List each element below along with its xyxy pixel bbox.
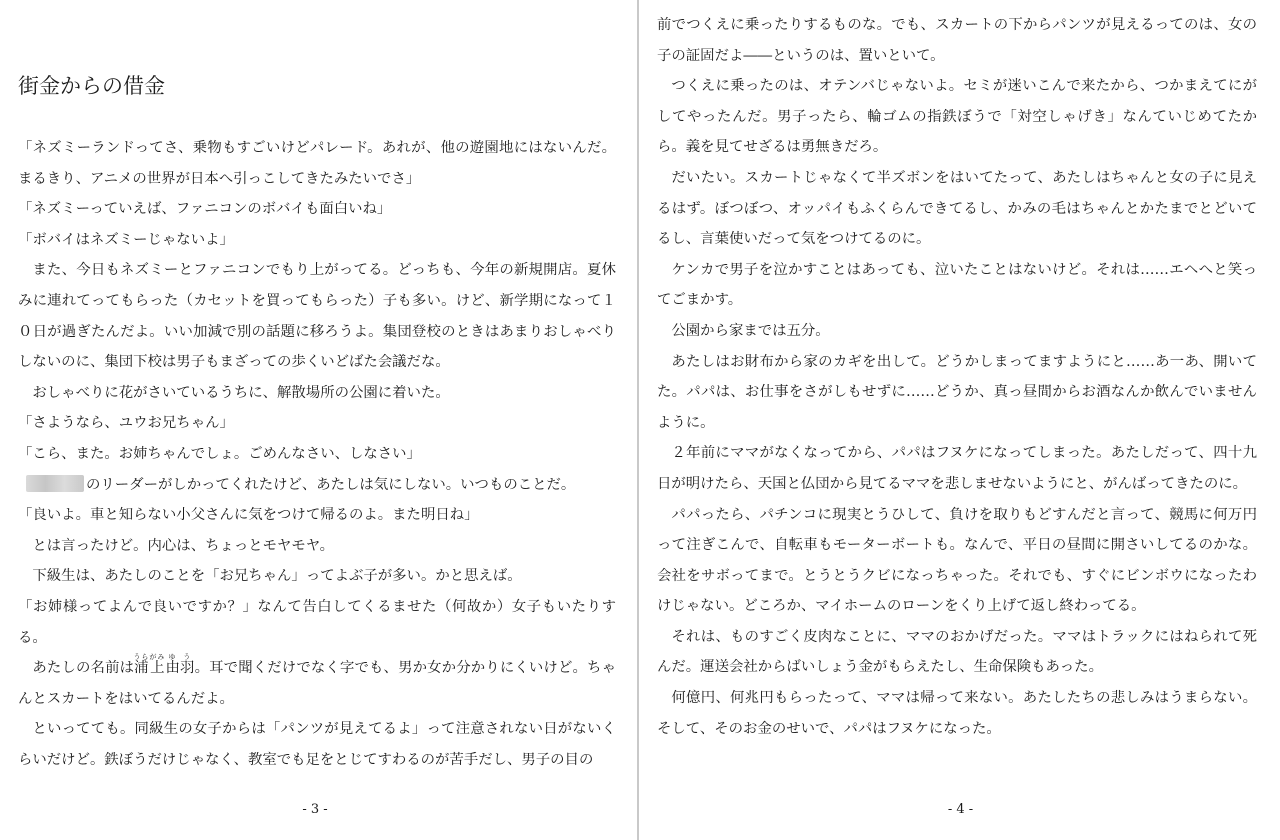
page-right-body bbox=[657, 10, 1257, 744]
paragraph: 「ネズミーランドってさ、乗物もすごいけどパレード。あれが、他の遊園地にはないんだ。まるきり、アニメの世界が日本へ引っこしてきたみたいでさ」 bbox=[18, 140, 616, 187]
paragraph: 「良いよ。車と知らない小父さんに気をつけて帰るのよ。また明日ね」 bbox=[18, 507, 479, 524]
paragraph-text: のリーダーがしかってくれたけど、あたしは気にしない。いつものことだ。 bbox=[86, 476, 576, 493]
paragraph: 「ネズミーっていえば、ファニコンのボバイも面白いね」 bbox=[18, 201, 392, 218]
page-number: - 3 - bbox=[302, 802, 328, 817]
paragraph: だいたい。スカートじゃなくて半ズボンをはいてたって、あたしはちゃんと女の子に見えるはず。ぼつぼつ、オッパイもふくらんできてるし、かみの毛はちゃんとかたまでとどいてるし、言葉使いだって気をつけてるのに。 bbox=[657, 169, 1257, 248]
paragraph: 「さようなら、ユウお兄ちゃん」 bbox=[18, 415, 234, 432]
paragraph: それは、ものすごく皮肉なことに、ママのおかげだった。ママはトラックにはねられて死んだ。運送会社からばいしょう金がもらえたし、生命保険もあった。 bbox=[657, 628, 1257, 676]
paragraph: 「ボバイはネズミーじゃないよ」 bbox=[18, 231, 234, 248]
paragraph: 下級生は、あたしのことを「お兄ちゃん」ってよぶ子が多い。かと思えば。 bbox=[32, 568, 522, 585]
paragraph: 「こら、また。お姉ちゃんでしょ。ごめんなさい、しなさい」 bbox=[18, 445, 421, 462]
page-left bbox=[0, 0, 638, 840]
paragraph: 前でつくえに乗ったりするものな。でも、スカートの下からパンツが見えるってのは、女の子の証固だよ――というのは、置いといて。 bbox=[657, 17, 1257, 64]
paragraph-with-name bbox=[18, 653, 616, 714]
paragraph: とは言ったけど。内心は、ちょっとモヤモヤ。 bbox=[32, 537, 335, 554]
name-suffix: 。 bbox=[194, 660, 210, 677]
paragraph: また、今日もネズミーとファニコンでもり上がってる。どっちも、今年の新規開店。夏休みに連れてってもらった（カセットを買ってもらった）子も多い。けど、新学期になって１０日が過ぎたんだよ。いい加減で別の話題に移ろうよ。集団登校のときはあまりおしゃべりしないのに、集団下校は男子もまざっての歩くいどばた会議だな。 bbox=[18, 262, 616, 371]
paragraph: ２年前にママがなくなってから、パパはフヌケになってしまった。あたしだって、四十九日が明けたら、天国と仏団から見てるママを悲しませないようにと、がんばってきたのに。 bbox=[657, 445, 1257, 492]
paragraph: ケンカで男子を泣かすことはあっても、泣いたことはないけど。それは……エヘへと笑ってごまかす。 bbox=[657, 261, 1257, 309]
paragraph: つくえに乗ったのは、オテンバじゃないよ。セミが迷いこんで来たから、つかまえてにがしてやったんだ。男子ったら、輪ゴムの指鉄ぼうで「対空しゃげき」なんていじめてたから。義を見てせざるは勇無きだろ。 bbox=[657, 78, 1257, 156]
paragraph: 何億円、何兆円もらったって、ママは帰って来ない。あたしたちの悲しみはうまらない。そして、そのお金のせいで、パパはフヌケになった。 bbox=[657, 690, 1257, 737]
paragraph: パパったら、パチンコに現実とうひして、負けを取りもどすんだと言って、競馬に何万円って注ぎこんで、自転車もモーターボートも。なんで、平日の昼間に開さいしてるのかな。会社をサボってまで。とうとうクビになっちゃった。それでも、すぐにビンボウになったわけじゃない。どころか、マイホームのローンをくり上げて返し終わってる。 bbox=[657, 506, 1257, 615]
name-prefix: あたしの名前は bbox=[32, 660, 135, 677]
page-number: - 4 - bbox=[947, 802, 974, 817]
paragraph: おしゃべりに花がさいているうちに、解散場所の公園に着いた。 bbox=[32, 384, 450, 401]
page-divider bbox=[637, 0, 639, 840]
paragraph: といってても。同級生の女子からは「パンツが見えてるよ」って注意されない日がないくらいだけど。鉄ぼうだけじゃなく、教室でも足をとじてすわるのが苦手だし、男子の目の bbox=[18, 721, 616, 768]
paragraph bbox=[18, 470, 616, 501]
paragraph: あたしはお財布から家のカギを出して。どうかしまってますようにと……あ一あ、開いてた。パパは、お仕事をさがしもせずに……どうか、真っ昼間からお酒なんか飲んでいませんように。 bbox=[657, 353, 1257, 431]
paragraph-text: 耳で聞くだけでなく字でも、男か女か分かりにくいけど。ちゃんとスカートをはいてるんだよ。 bbox=[18, 660, 616, 707]
character-name: 浦うら上がみ由ゆ羽う bbox=[133, 653, 195, 677]
paragraph: 「お姉様ってよんで良いですか？」なんて告白してくるませた（何故か）女子もいたりする。 bbox=[18, 598, 616, 646]
redacted-text bbox=[26, 475, 84, 492]
chapter-title: 街金からの借金 bbox=[18, 74, 165, 98]
page-right bbox=[641, 0, 1280, 840]
page-left-body bbox=[18, 133, 616, 775]
paragraph: 公園から家までは五分。 bbox=[671, 322, 830, 339]
